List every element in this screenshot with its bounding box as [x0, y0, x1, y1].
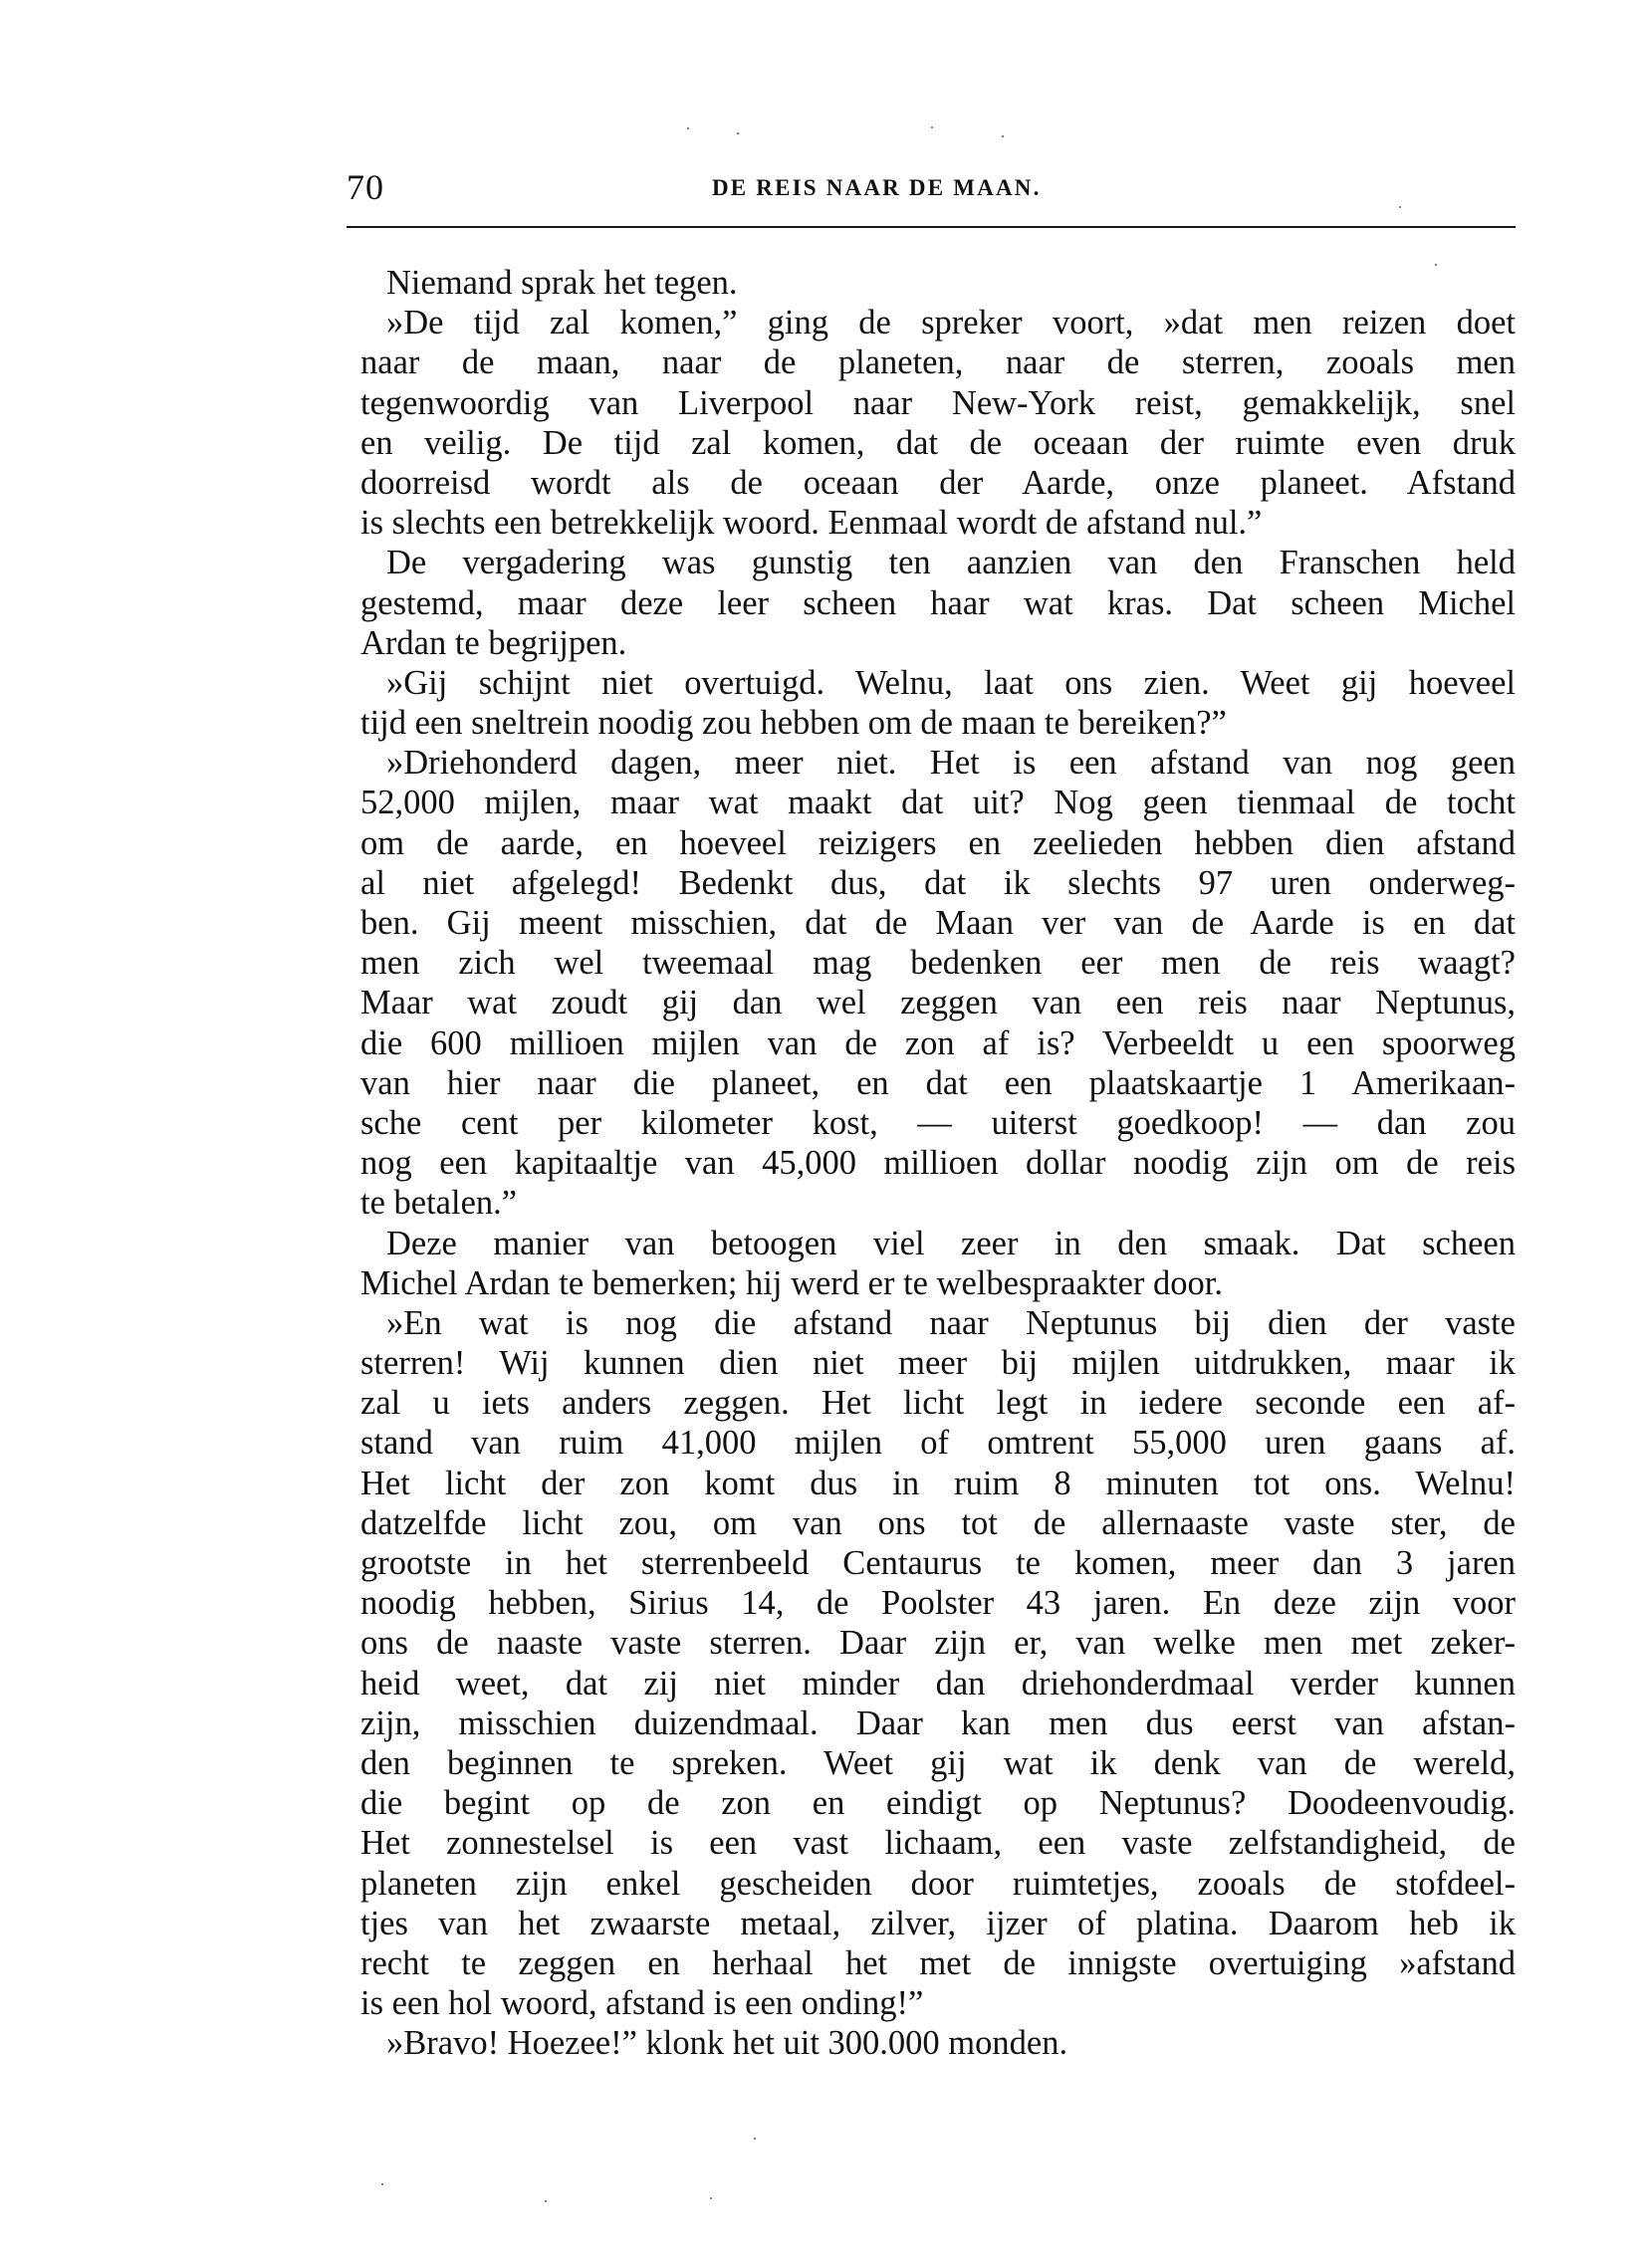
- text-line: recht te zeggen en herhaal het met de innigste overtuiging »afstand: [360, 1943, 1516, 1982]
- text-line: »Driehonderd dagen, meer niet. Het is een afstand van nog geen: [386, 744, 1516, 783]
- page-number: 70: [347, 167, 384, 207]
- text-line: sche cent per kilometer kost, — uiterst goedkoop! — dan zou: [360, 1103, 1516, 1142]
- text-line: die 600 millioen mijlen van de zon af is? Verbeeldt u een spoorweg: [360, 1023, 1516, 1062]
- scan-speck: [1435, 264, 1437, 266]
- running-header: [347, 167, 1516, 207]
- running-title: DE REIS NAAR DE MAAN.: [712, 175, 1042, 200]
- text-line: zal u iets anders zeggen. Het licht legt in iedere seconde een af-: [360, 1384, 1516, 1423]
- text-line: »Bravo! Hoezee!” klonk het uit 300.000 monden.: [386, 2024, 1068, 2063]
- text-line: van hier naar die planeet, en dat een plaatskaartje 1 Amerikaan-: [360, 1063, 1516, 1102]
- text-line: heid weet, dat zij niet minder dan driehonderdmaal verder kunnen: [360, 1664, 1516, 1702]
- scan-speck: [1002, 135, 1004, 137]
- text-line: gestemd, maar deze leer scheen haar wat kras. Dat scheen Michel: [360, 583, 1516, 622]
- text-line: naar de maan, naar de planeten, naar de sterren, zooals men: [360, 343, 1516, 382]
- text-line: te betalen.”: [360, 1184, 518, 1223]
- text-line: tegenwoordig van Liverpool naar New-York reist, gemakkelijk, snel: [360, 383, 1516, 422]
- scan-speck: [1399, 206, 1401, 208]
- text-line: ben. Gij meent misschien, dat de Maan ver van de Aarde is en dat: [360, 904, 1516, 942]
- text-line: sterren! Wij kunnen dien niet meer bij mijlen uitdrukken, maar ik: [360, 1344, 1516, 1383]
- text-line: al niet afgelegd! Bedenkt dus, dat ik slechts 97 uren onderweg-: [360, 863, 1516, 902]
- header-rule: [347, 226, 1516, 228]
- scan-speck: [710, 2197, 712, 2199]
- scan-speck: [737, 132, 739, 134]
- text-line: »Gij schijnt niet overtuigd. Welnu, laat ons zien. Weet gij hoeveel: [386, 663, 1516, 702]
- text-line: »De tijd zal komen,” ging de spreker voort, »dat men reizen doet: [386, 304, 1516, 342]
- text-line: tjes van het zwaarste metaal, zilver, ijzer of platina. Daarom heb ik: [360, 1904, 1516, 1942]
- text-line: die begint op de zon en eindigt op Neptunus? Doodeenvoudig.: [360, 1784, 1516, 1823]
- text-line: doorreisd wordt als de oceaan der Aarde, onze planeet. Afstand: [360, 463, 1516, 502]
- text-line: 52,000 mijlen, maar wat maakt dat uit? Nog geen tienmaal de tocht: [360, 784, 1516, 822]
- text-line: De vergadering was gunstig ten aanzien van den Franschen held: [386, 544, 1516, 582]
- text-line: Het licht der zon komt dus in ruim 8 minuten tot ons. Welnu!: [360, 1464, 1516, 1502]
- text-line: datzelfde licht zou, om van ons tot de allernaaste vaste ster, de: [360, 1503, 1516, 1542]
- text-line: is slechts een betrekkelijk woord. Eenmaal wordt de afstand nul.”: [360, 504, 1263, 543]
- text-line: Ardan te begrijpen.: [360, 623, 627, 662]
- text-line: den beginnen te spreken. Weet gij wat ik denk van de wereld,: [360, 1743, 1516, 1782]
- scan-speck: [931, 126, 933, 128]
- scan-speck: [754, 2138, 756, 2140]
- text-line: tijd een sneltrein noodig zou hebben om de maan te bereiken?”: [360, 704, 1227, 743]
- text-line: en veilig. De tijd zal komen, dat de oceaan der ruimte even druk: [360, 423, 1516, 462]
- text-line: zijn, misschien duizendmaal. Daar kan men dus eerst van afstan-: [360, 1703, 1516, 1742]
- text-line: Michel Ardan te bemerken; hij werd er te welbespraakter door.: [360, 1263, 1224, 1302]
- text-line: Het zonnestelsel is een vast lichaam, een vaste zelfstandigheid, de: [360, 1824, 1516, 1863]
- text-line: Deze manier van betoogen viel zeer in den smaak. Dat scheen: [386, 1224, 1516, 1262]
- text-line: noodig hebben, Sirius 14, de Poolster 43 jaren. En deze zijn voor: [360, 1584, 1516, 1623]
- text-line: planeten zijn enkel gescheiden door ruimtetjes, zooals de stofdeel-: [360, 1864, 1516, 1903]
- text-line: ons de naaste vaste sterren. Daar zijn er, van welke men met zeker-: [360, 1624, 1516, 1663]
- scan-speck: [545, 2200, 547, 2202]
- text-line: om de aarde, en hoeveel reizigers en zeelieden hebben dien afstand: [360, 823, 1516, 862]
- text-line: Maar wat zoudt gij dan wel zeggen van een reis naar Neptunus,: [360, 984, 1516, 1022]
- text-line: stand van ruim 41,000 mijlen of omtrent 55,000 uren gaans af.: [360, 1424, 1516, 1463]
- scan-speck: [381, 2183, 383, 2185]
- text-line: is een hol woord, afstand is een onding!”: [360, 1984, 924, 2023]
- body-text: [360, 263, 1516, 2063]
- text-line: nog een kapitaaltje van 45,000 millioen dollar noodig zijn om de reis: [360, 1144, 1516, 1183]
- text-line: »En wat is nog die afstand naar Neptunus bij dien der vaste: [386, 1303, 1516, 1342]
- text-line: Niemand sprak het tegen.: [386, 264, 738, 302]
- text-line: men zich wel tweemaal mag bedenken eer men de reis waagt?: [360, 944, 1516, 983]
- scan-speck: [687, 127, 689, 129]
- text-line: grootste in het sterrenbeeld Centaurus te komen, meer dan 3 jaren: [360, 1544, 1516, 1582]
